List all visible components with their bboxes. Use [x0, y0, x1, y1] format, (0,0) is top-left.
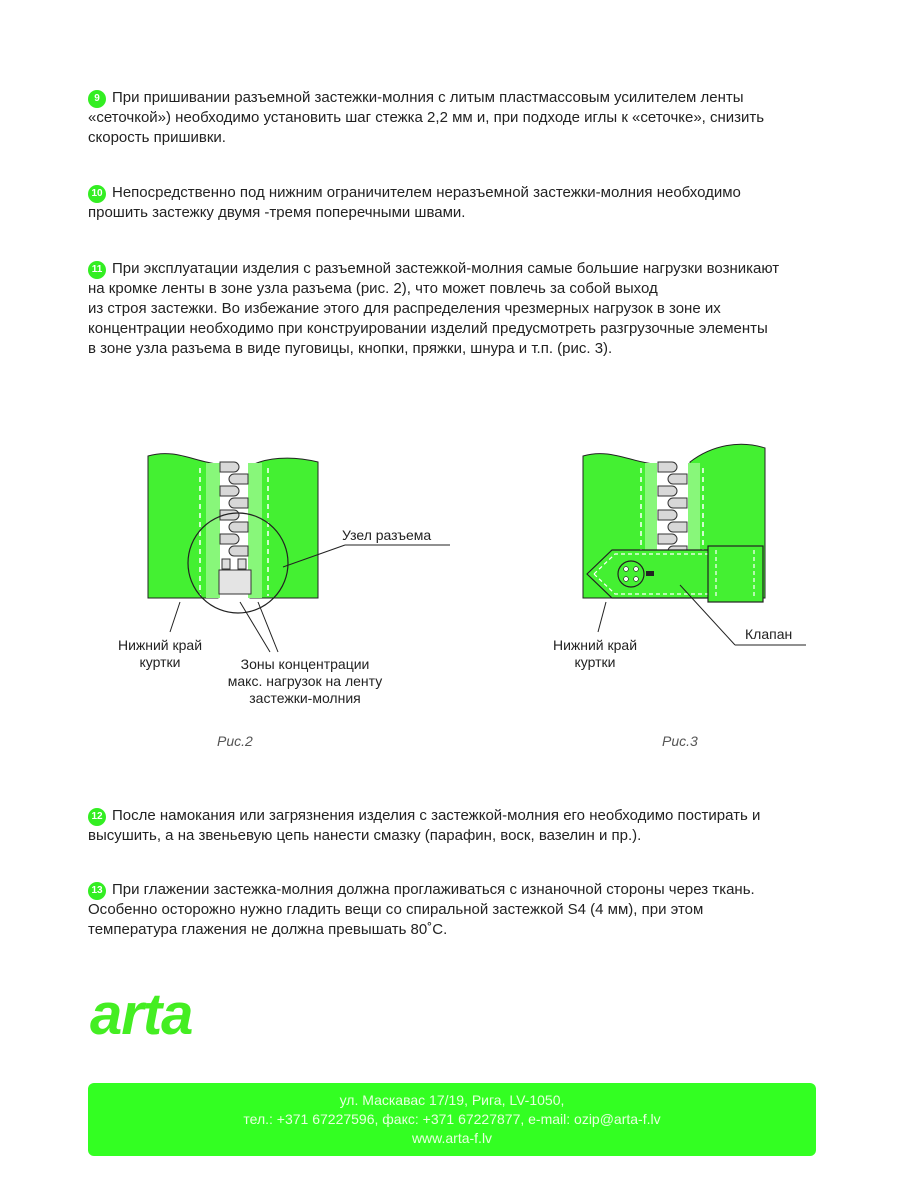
label-flap: Клапан	[745, 626, 793, 642]
number-badge: 13	[88, 882, 106, 900]
label-jacket-edge: Нижний край куртки	[117, 637, 203, 670]
label-jacket-edge: Нижний край куртки	[552, 637, 638, 670]
instruction-line: концентрации необходимо при конструировании изделий предусмотреть разгрузочные элементы	[88, 320, 768, 337]
number-badge: 10	[88, 185, 106, 203]
instruction-line: скорость пришивки.	[88, 129, 226, 146]
label-load-zones: Зоны концентрации макс. нагрузок на ленту застежки-молния	[227, 656, 383, 706]
instruction-12	[88, 806, 828, 846]
footer-contacts: тел.: +371 67227596, факс: +371 67227877, e-mail: ozip@arta-f.lv	[243, 1111, 661, 1127]
instruction-line: 13 При глажении застежка-молния должна проглаживаться с изнаночной стороны через ткань.	[88, 880, 828, 900]
instruction-line: в зоне узла разъема в виде пуговицы, кнопки, пряжки, шнура и т.п. (рис. 3).	[88, 340, 613, 357]
instruction-line: 9 При пришивании разъемной застежки-молния с литым пластмассовым усилителем ленты	[88, 88, 828, 108]
label-separation-node: Узел разъема	[342, 527, 432, 543]
instruction-line: 10 Непосредственно под нижним ограничителем неразъемной застежки-молния необходимо	[88, 183, 828, 203]
instruction-line: из строя застежки. Во избежание этого для распределения чрезмерных нагрузок в зоне их	[88, 300, 721, 317]
button-icon	[618, 561, 644, 587]
instruction-line: прошить застежку двумя -тремя поперечными швами.	[88, 204, 466, 221]
instruction-line: 12 После намокания или загрязнения изделия с застежкой-молния его необходимо постирать и	[88, 806, 828, 826]
footer-website[interactable]: www.arta-f.lv	[411, 1130, 493, 1146]
instruction-line: температура глажения не должна превышать 80˚С.	[88, 921, 448, 938]
number-badge: 12	[88, 808, 106, 826]
instruction-line: высушить, а на звеньевую цепь нанести смазку (парафин, воск, вазелин и пр.).	[88, 827, 642, 844]
figure-2-caption: Рис.2	[217, 733, 253, 749]
instruction-13	[88, 880, 828, 940]
instruction-line: «сеточкой») необходимо установить шаг стежка 2,2 мм и, при подходе иглы к «сеточке», снизить	[88, 109, 765, 126]
footer-address: ул. Маскавас 17/19, Рига, LV-1050,	[339, 1092, 565, 1108]
number-badge: 11	[88, 261, 106, 279]
instruction-line: Особенно осторожно нужно гладить вещи со спиральной застежкой S4 (4 мм), при этом	[88, 901, 704, 918]
instruction-line: 11 При эксплуатации изделия с разъемной застежкой-молния самые большие нагрузки возникают	[88, 259, 828, 279]
instruction-line: на кромке ленты в зоне узла разъема (рис. 2), что может повлечь за собой выход	[88, 280, 658, 297]
number-badge: 9	[88, 90, 106, 108]
arta-logo: arta	[90, 982, 193, 1047]
contact-footer	[88, 1083, 816, 1156]
figure-3-caption: Рис.3	[662, 733, 698, 749]
